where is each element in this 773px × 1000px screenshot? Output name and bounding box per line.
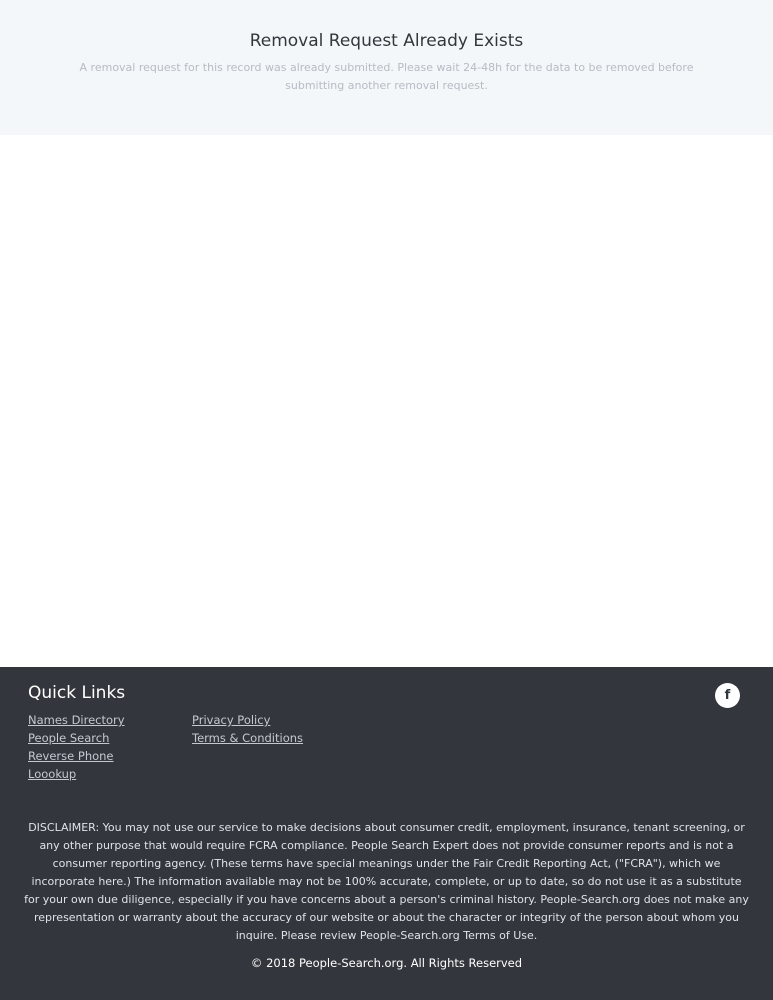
notice-message: A removal request for this record was already submitted. Please wait 24-48h for the data to be removed before submitting another removal request. — [79, 61, 694, 92]
quick-links-title: Quick Links — [28, 683, 126, 703]
removal-notice-banner — [0, 0, 773, 135]
main-content-area — [0, 135, 773, 667]
facebook-icon[interactable]: f — [715, 683, 740, 708]
copyright-text: © 2018 People-Search.org. All Rights Reserved — [250, 956, 523, 970]
terms-conditions-link[interactable]: Terms & Conditions — [192, 731, 304, 745]
site-footer — [0, 667, 773, 1000]
privacy-policy-link[interactable]: Privacy Policy — [192, 713, 271, 727]
quick-links-column-2 — [192, 711, 342, 747]
people-search-link[interactable]: People Search — [28, 731, 110, 745]
quick-links-column-1 — [28, 711, 138, 783]
names-directory-link[interactable]: Names Directory — [28, 713, 125, 727]
reverse-phone-lookup-link[interactable]: Reverse Phone Loookup — [28, 749, 114, 781]
notice-title: Removal Request Already Exists — [249, 31, 524, 51]
disclaimer-text: DISCLAIMER: You may not use our service to make decisions about consumer credit, employment, insurance, tenant screening, or any other purpose that would require FCRA compliance. People Search Expert does not provide consumer reports and is not a consumer reporting agency. (These terms have special meanings under the Fair Credit Reporting Act, ("FCRA"), which we incorporate here.) The information available may not be 100% accurate, complete, or up to date, so do not use it as a substitute for your own due diligence, especially if you have concerns about a person's criminal history. People-Search.org does not make any representation or warranty about the accuracy of our website or about the character or integrity of the person about whom you inquire. Please review People-Search.org Terms of Use. — [24, 821, 749, 942]
